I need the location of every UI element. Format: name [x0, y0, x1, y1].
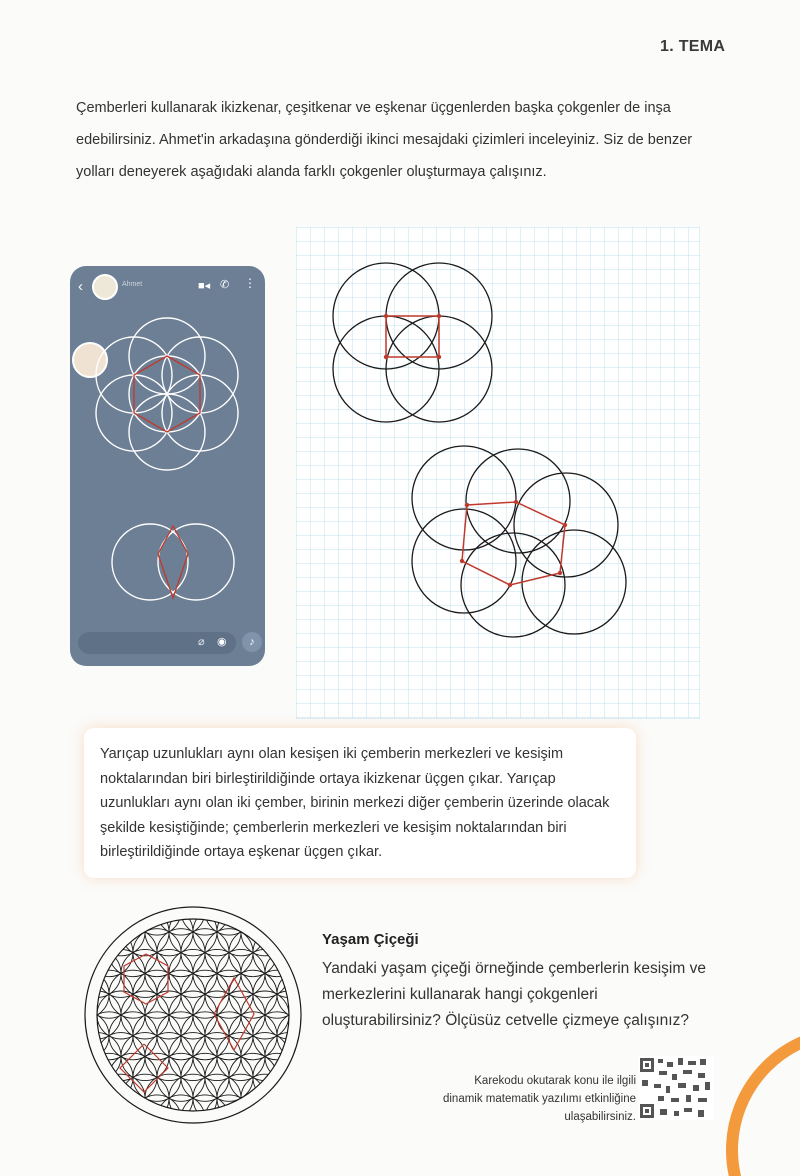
theme-label: 1. TEMA — [660, 38, 726, 55]
qr-instruction: Karekodu okutarak konu ile ilgili dinamik matematik yazılımı etkinliğine ulaşabilirsiniz. — [442, 1075, 636, 1123]
info-box — [84, 728, 636, 878]
message-input[interactable] — [78, 632, 236, 654]
decorative-orange-arc — [700, 1000, 800, 1176]
camera-icon[interactable]: ◉ — [217, 636, 227, 648]
attachment-icon[interactable]: ⌀ — [198, 636, 205, 648]
flower-text: Yandaki yaşam çiçeği örneğinde çemberlerin kesişim ve merkezlerini kullanarak hangi çokgenleri oluşturabilirsiniz? Ölçüsüz cetvelle çizmeye çalışınız? — [322, 960, 706, 1029]
flower-of-life-figure — [84, 906, 302, 1124]
contact-name: Ahmet — [122, 281, 143, 288]
flower-circle — [229, 1095, 277, 1124]
flower-circle — [109, 906, 157, 935]
microphone-icon[interactable]: ♪ — [242, 632, 262, 652]
chat-lens-polygon — [158, 526, 188, 598]
more-menu-icon[interactable]: ⋮ — [244, 276, 256, 290]
info-text: Yarıçap uzunlukları aynı olan kesişen iki çemberin merkezleri ve kesişim noktalarından biri birleştirildiğinde ortaya ikizkenar üçgen çıkar. Yarıçap uzunlukları aynı olan iki çember, birinin merkezi diğer çemberin üzerinde olacak şekilde kesiştiğinde; çemberlerin merkezleri ve kesişim noktalarından biri birleştirildiğinde ortaya eşkenar üçgen çıkar. — [100, 746, 610, 860]
phone-call-icon[interactable]: ✆ — [220, 279, 230, 291]
flower-circle — [265, 991, 302, 1039]
flower-circle — [97, 1074, 145, 1122]
phone-chat-screen — [70, 266, 265, 666]
video-call-icon[interactable]: ■◂ — [198, 280, 211, 292]
flower-circle — [229, 906, 277, 935]
flower-title: Yaşam Çiçeği — [322, 931, 419, 948]
flower-circle — [97, 908, 145, 956]
chat-drawing-flower — [70, 266, 265, 666]
intro-paragraph: Çemberleri kullanarak ikizkenar, çeşitkenar ve eşkenar üçgenlerden başka çokgenler de inşa edebilirsiniz. Ahmet'in arkadaşına gönderdiği ikinci mesajdaki çizimleri inceleyiniz. Siz de benzer yolları deneyerek aşağıdaki alanda farklı çokgenler oluşturmaya çalışınız. — [76, 100, 693, 180]
flower-circle — [109, 1095, 157, 1124]
grid-drawing-area[interactable] — [296, 227, 700, 719]
flower-circle — [241, 908, 289, 956]
flower-circle — [84, 991, 121, 1039]
flower-circle — [241, 1074, 289, 1122]
back-arrow-icon[interactable]: ‹ — [78, 278, 83, 295]
